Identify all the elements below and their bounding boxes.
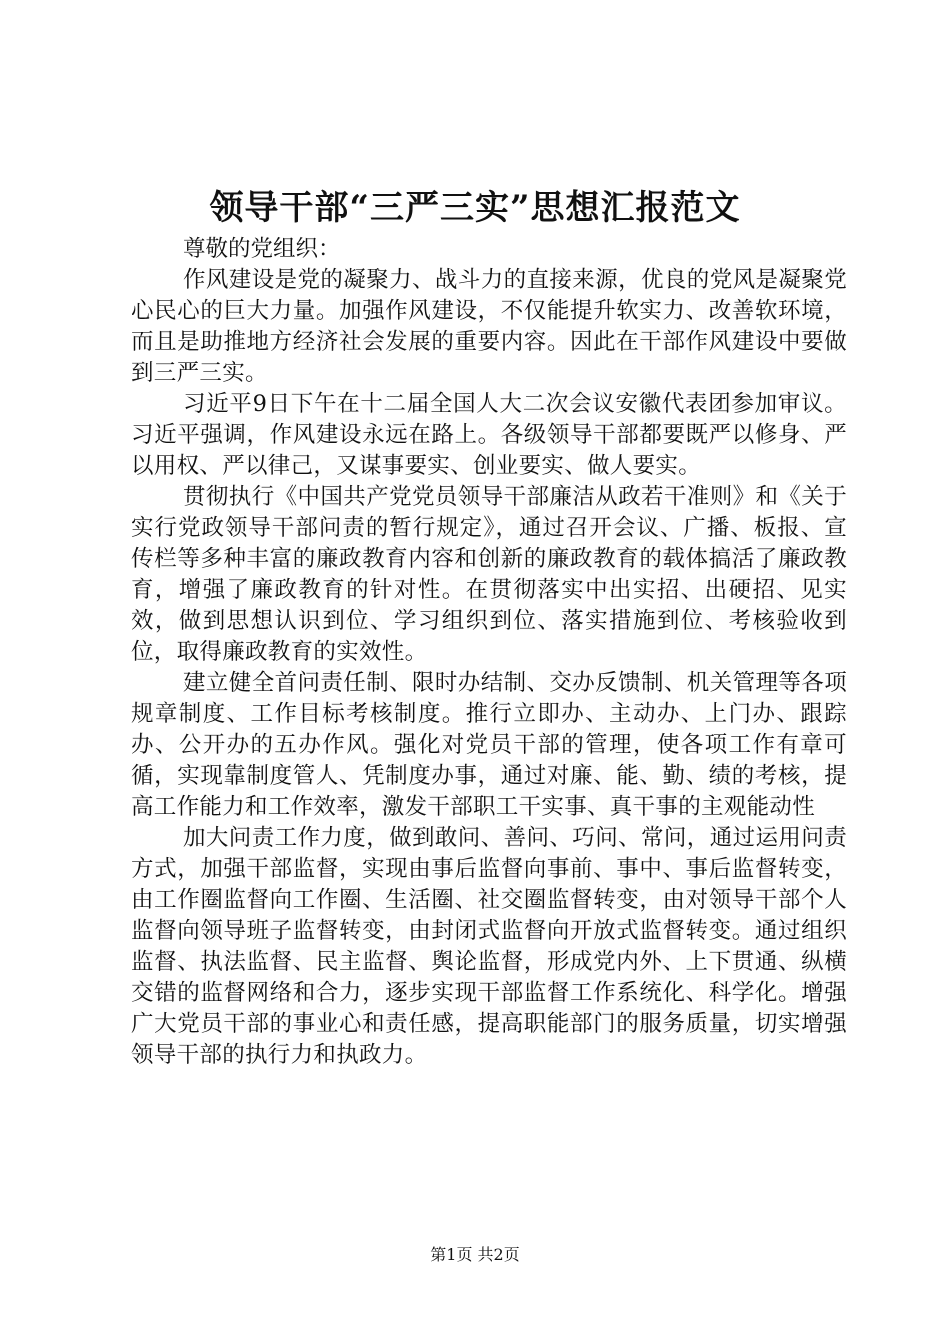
document-body: [131, 234, 847, 1071]
salutation: 尊敬的党组织：: [183, 236, 341, 262]
paragraph-4: 建立健全首问责任制、限时办结制、交办反馈制、机关管理等各项规章制度、工作目标考核制度。推行立即办、主动办、上门办、跟踪办、公开办的五办作风。强化对党员干部的管理，使各项工作有章可循，实现靠制度管人、凭制度办事，通过对廉、能、勤、绩的考核，提高工作能力和工作效率，激发干部职工干实事、真干事的主观能动性: [131, 670, 847, 820]
paragraph-5: 加大问责工作力度，做到敢问、善问、巧问、常问，通过运用问责方式，加强干部监督，实现由事后监督向事前、事中、事后监督转变，由工作圈监督向工作圈、生活圈、社交圈监督转变，由对领导干部个人监督向领导班子监督转变，由封闭式监督向开放式监督转变。通过组织监督、执法监督、民主监督、舆论监督，形成党内外、上下贯通、纵横交错的监督网络和合力，逐步实现干部监督工作系统化、科学化。增强广大党员干部的事业心和责任感，提高职能部门的服务质量，切实增强领导干部的执行力和执政力。: [131, 825, 847, 1068]
document-title: 领导干部“三严三实”思想汇报范文: [209, 188, 741, 228]
paragraph-1: 作风建设是党的凝聚力、战斗力的直接来源，优良的党风是凝聚党心民心的巨大力量。加强作风建设，不仅能提升软实力、改善软环境，而且是助推地方经济社会发展的重要内容。因此在干部作风建设中要做到三严三实。: [131, 267, 847, 386]
paragraph-3: 贯彻执行《中国共产党党员领导干部廉洁从政若干准则》和《关于实行党政领导干部问责的暂行规定》，通过召开会议、广播、板报、宣传栏等多种丰富的廉政教育内容和创新的廉政教育的载体搞活了廉政教育，增强了廉政教育的针对性。在贯彻落实中出实招、出硬招、见实效，做到思想认识到位、学习组织到位、落实措施到位、考核验收到位，取得廉政教育的实效性。: [131, 484, 847, 665]
paragraph-2: 习近平9日下午在十二届全国人大二次会议安徽代表团参加审议。习近平强调，作风建设永远在路上。各级领导干部都要既严以修身、严以用权、严以律己，又谋事要实、创业要实、做人要实。: [131, 391, 847, 479]
page-number-footer: 第1页 共2页: [430, 1245, 520, 1264]
